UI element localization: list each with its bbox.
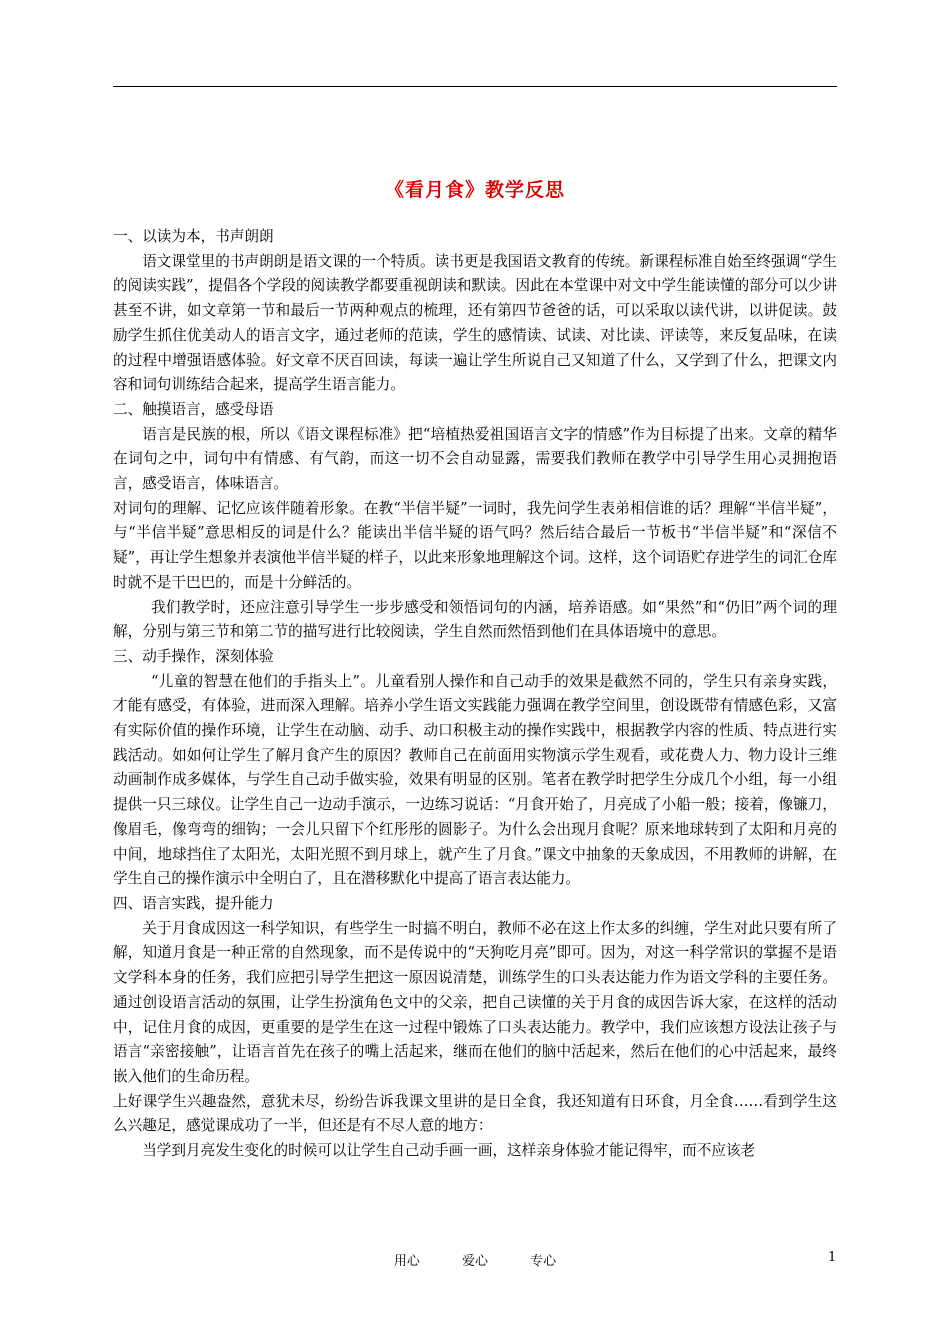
section-heading-3: 三、动手操作，深刻体验 bbox=[113, 647, 274, 665]
paragraph: “儿童的智慧在他们的手指头上”。儿童看别人操作和自己动手的效果是截然不同的，学生只有亲身实践，才能有感受，有体验，进而深入理解。培养小学生语文实践能力强调在教学空间里，创设既带有情感色彩，又富有实际价值的操作环境，让学生在动脑、动手、动口积极主动的操作实践中，根据教学内容的性质、特点进行实践活动。如如何让学生了解月食产生的原因？教师自己在前面用实物演示学生观看，或花费人力、物力设计三维动画制作成多媒体，与学生自己动手做实验，效果有明显的区别。笔者在教学时把学生分成几个小组，每一小组提供一只三球仪。让学生自己一边动手演示，一边练习说话：“月食开始了，月亮成了小船一般；接着，像镰刀，像眉毛，像弯弯的细钩；一会儿只留下个红彤彤的圆影子。为什么会出现月食呢？原来地球转到了太阳和月亮的中间，地球挡住了太阳光，太阳光照不到月球上，就产生了月食。”课文中抽象的天象成因，不用教师的讲解，在学生自己的操作演示中全明白了，且在潜移默化中提高了语言表达能力。 bbox=[113, 672, 837, 888]
paragraph: 当学到月亮发生变化的时候可以让学生自己动手画一画，这样亲身体验才能记得牢，而不应该老 bbox=[142, 1142, 756, 1160]
section-heading-2: 二、触摸语言，感受母语 bbox=[113, 400, 274, 418]
section-heading-1: 一、以读为本，书声朗朗 bbox=[113, 228, 274, 245]
footer-motto: 用心 bbox=[393, 1254, 420, 1269]
footer-motto: 爱心 bbox=[461, 1254, 488, 1269]
document-title: 《看月食》教学反思 bbox=[384, 179, 565, 201]
page-number: 1 bbox=[828, 1250, 837, 1265]
footer-motto: 专心 bbox=[530, 1254, 557, 1269]
section-heading-4: 四、语言实践，提升能力 bbox=[113, 894, 274, 912]
footer-mottos bbox=[0, 1250, 950, 1269]
paragraph: 语言是民族的根，所以《语文课程标准》把“培植热爱祖国语言文字的情感”作为目标提了出来。文章的精华在词句之中，词句中有情感、有气韵，而这一切不会自动显露，需要我们教师在教学中引导学生用心灵拥抱语言，感受语言，体味语言。 bbox=[113, 425, 837, 493]
paragraph: 语文课堂里的书声朗朗是语文课的一个特质。读书更是我国语文教育的传统。新课程标准自始至终强调“学生的阅读实践”，提倡各个学段的阅读教学都要重视朗读和默读。因此在本堂课中对文中学生能读懂的部分可以少讲甚至不讲，如文章第一节和最后一节两种观点的梳理，还有第四节爸爸的话，可以采取以读代讲，以讲促读。鼓励学生抓住优美动人的语言文字，通过老师的范读，学生的感情读、试读、对比读、评读等，来反复品味，在读的过程中增强语感体验。好文章不厌百回读，每读一遍让学生所说自己又知道了什么，又学到了什么，把课文内容和词句训练结合起来，提高学生语言能力。 bbox=[113, 252, 837, 394]
paragraph: 我们教学时，还应注意引导学生一步步感受和领悟词句的内涵，培养语感。如“果然”和“仍旧”两个词的理解，分别与第三节和第二节的描写进行比较阅读，学生自然而然悟到他们在具体语境中的意思。 bbox=[113, 598, 837, 641]
header-rule bbox=[113, 86, 837, 87]
paragraph: 上好课学生兴趣盎然，意犹未尽，纷纷告诉我课文里讲的是日全食，我还知道有日环食，月全食……看到学生这么兴趣足，感觉课成功了一半，但还是有不尽人意的地方： bbox=[113, 1092, 837, 1135]
paragraph: 关于月食成因这一科学知识，有些学生一时搞不明白，教师不必在这上作太多的纠缠，学生对此只要有所了解，知道月食是一种正常的自然现象，而不是传说中的“天狗吃月亮”即可。因为，对这一科学常识的掌握不是语文学科本身的任务，我们应把引导学生把这一原因说清楚，训练学生的口头表达能力作为语文学科的主要任务。通过创设语言活动的氛围，让学生扮演角色文中的父亲，把自己读懂的关于月食的成因告诉大家，在这样的活动中，记住月食的成因，更重要的是学生在这一过程中锻炼了口头表达能力。教学中，我们应该想方设法让孩子与语言“亲密接触”，让语言首先在孩子的嘴上活起来，继而在他们的脑中活起来，然后在他们的心中活起来，最终嵌入他们的生命历程。 bbox=[113, 919, 837, 1085]
paragraph: 对词句的理解、记忆应该伴随着形象。在教“半信半疑”一词时，我先问学生表弟相信谁的话？理解“半信半疑”，与“半信半疑”意思相反的词是什么？能读出半信半疑的语气吗？然后结合最后一节板书“半信半疑”和“深信不疑”，再让学生想象并表演他半信半疑的样子，以此来形象地理解这个词。这样，这个词语贮存进学生的词汇仓库时就不是干巴巴的，而是十分鲜活的。 bbox=[113, 499, 837, 591]
document-body bbox=[113, 225, 837, 1164]
